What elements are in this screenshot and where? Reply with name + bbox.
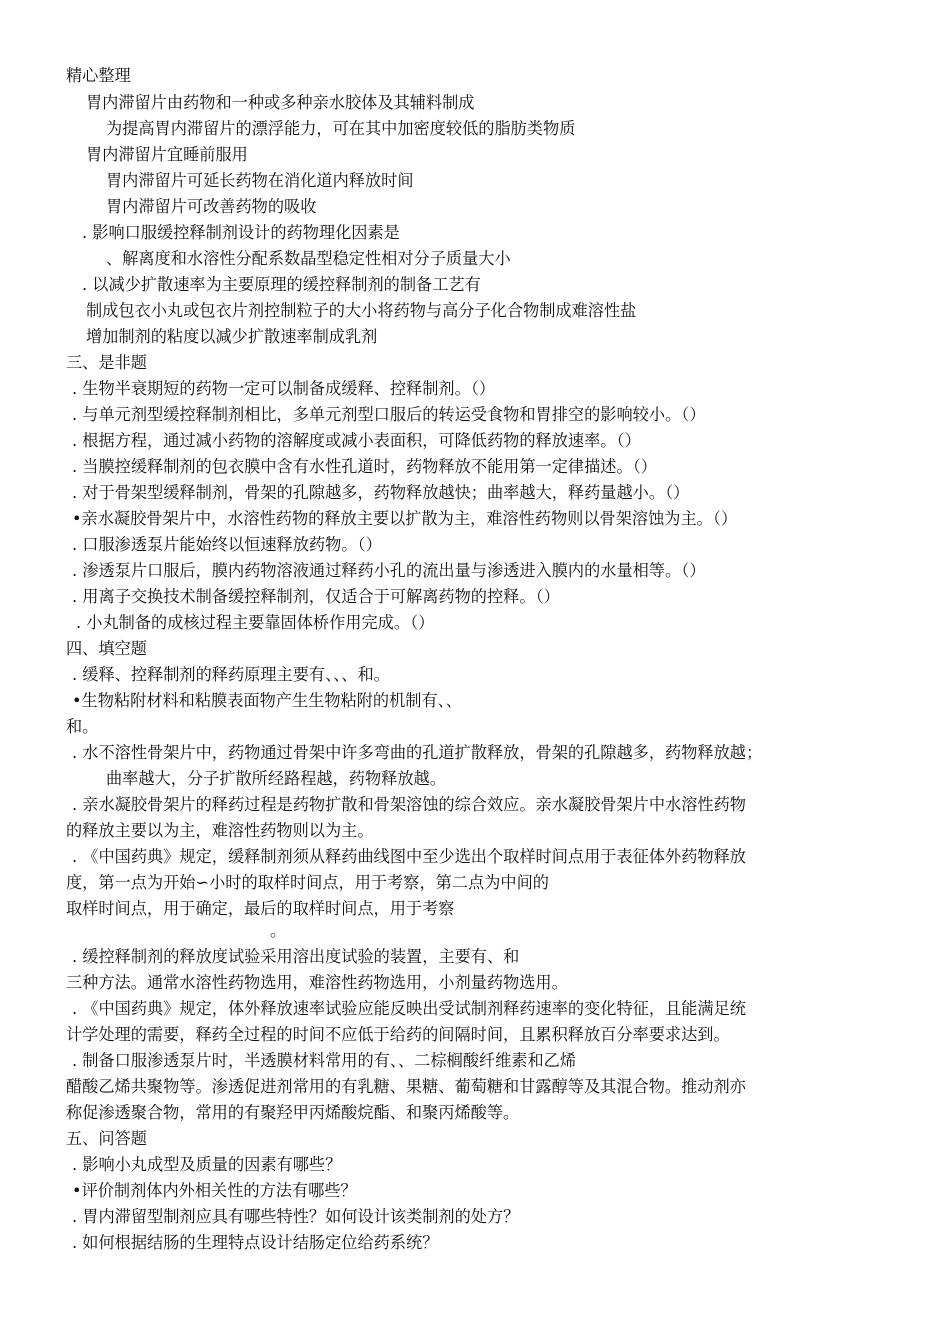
- question-line: . 如何根据结肠的生理特点设计结肠定位给药系统？: [72, 1233, 439, 1252]
- question-line: . 生物半衰期短的药物一定可以制备成缓释、控释制剂。（）: [72, 379, 496, 398]
- question-line: . 渗透泵片口服后，膜内药物溶液通过释药小孔的流出量与渗透进入膜内的水量相等。（）: [72, 561, 706, 580]
- question-line: . 胃内滞留型制剂应具有哪些特性？如何设计该类制剂的处方？: [72, 1207, 520, 1226]
- question-line: . 当膜控缓释制剂的包衣膜中含有水性孔道时，药物释放不能用第一定律描述。（）: [72, 457, 657, 476]
- text-line: 的释放主要以为主，难溶性药物则以为主。: [66, 821, 374, 840]
- question-line: . 水不溶性骨架片中，药物通过骨架中许多弯曲的孔道扩散释放，骨架的孔隙越多，药物释放越；: [72, 743, 763, 762]
- text-line: 称促渗透聚合物，常用的有聚羟甲丙烯酸烷酯、和聚丙烯酸等。: [66, 1103, 520, 1122]
- question-line: . 影响口服缓控释制剂设计的药物理化因素是: [82, 223, 400, 242]
- text-line: 度，第一点为开始∽小时的取样时间点，用于考察，第二点为中间的: [66, 873, 549, 892]
- question-line: . 口服渗透泵片能始终以恒速释放药物。（）: [72, 535, 382, 554]
- text-line: 胃内滞留片宜睡前服用: [86, 145, 248, 164]
- section-heading: 四、填空题: [66, 639, 147, 658]
- question-line: . 用离子交换技术制备缓控释制剂，仅适合于可解离药物的控释。（）: [72, 587, 560, 606]
- question-line: •亲水凝胶骨架片中，水溶性药物的释放主要以扩散为主，难溶性药物则以骨架溶蚀为主。（）: [72, 509, 738, 528]
- question-line: . 制备口服渗透泵片时，半透膜材料常用的有、、二棕榈酸纤维素和乙烯: [72, 1051, 577, 1070]
- text-line: 计学处理的需要，释药全过程的时间不应低于给药的间隔时间，且累积释放百分率要求达到。: [66, 1025, 730, 1044]
- text-line: 三种方法。通常水溶性药物选用，难溶性药物选用，小剂量药物选用。: [66, 973, 568, 992]
- section-heading: 五、问答题: [66, 1129, 147, 1148]
- text-line: 胃内滞留片可延长药物在消化道内释放时间: [106, 171, 414, 190]
- text-line: 、解离度和水溶性分配系数晶型稳定性相对分子质量大小: [106, 249, 511, 268]
- question-line: . 影响小丸成型及质量的因素有哪些？: [72, 1155, 342, 1174]
- section-heading: 三、是非题: [66, 353, 147, 372]
- text-line: 增加制剂的粘度以减少扩散速率制成乳剂: [86, 327, 378, 346]
- question-line: •生物粘附材料和粘膜表面物产生生物粘附的机制有、、: [72, 691, 462, 710]
- question-line: . 小丸制备的成核过程主要靠固体桥作用完成。（）: [76, 613, 435, 632]
- text-line: 取样时间点，用于确定，最后的取样时间点，用于考察: [66, 899, 455, 918]
- question-line: . 对于骨架型缓释制剂，骨架的孔隙越多，药物释放越快；曲率越大，释药量越小。（）: [72, 483, 690, 502]
- question-line: . 缓释、控释制剂的释药原理主要有、、、和。: [72, 665, 390, 684]
- question-line: . 与单元剂型缓控释制剂相比，多单元剂型口服后的转运受食物和胃排空的影响较小。（）: [72, 405, 706, 424]
- page-header: 精心整理: [66, 66, 131, 85]
- text-line: 。: [270, 921, 287, 940]
- text-line: 胃内滞留片由药物和一种或多种亲水胶体及其辅料制成: [86, 93, 475, 112]
- text-line: 和。: [66, 717, 99, 736]
- text-line: 制成包衣小丸或包衣片剂控制粒子的大小将药物与高分子化合物制成难溶性盐: [86, 301, 637, 320]
- question-line: . 《中国药典》规定，缓释制剂须从释药曲线图中至少选出个取样时间点用于表征体外药物释放: [72, 847, 746, 866]
- text-line: 胃内滞留片可改善药物的吸收: [106, 197, 317, 216]
- question-line: . 《中国药典》规定，体外释放速率试验应能反映出受试制剂释药速率的变化特征，且能满足统: [72, 999, 746, 1018]
- text-line: 醋酸乙烯共聚物等。渗透促进剂常用的有乳糖、果糖、葡萄糖和甘露醇等及其混合物。推动剂亦: [66, 1077, 746, 1096]
- question-line: . 根据方程，通过减小药物的溶解度或减小表面积，可降低药物的释放速率。（）: [72, 431, 641, 450]
- question-line: . 以减少扩散速率为主要原理的缓控释制剂的制备工艺有: [82, 275, 481, 294]
- question-line: . 亲水凝胶骨架片的释药过程是药物扩散和骨架溶蚀的综合效应。亲水凝胶骨架片中水溶性药物: [72, 795, 746, 814]
- question-line: . 缓控释制剂的释放度试验采用溶出度试验的装置，主要有、和: [72, 947, 520, 966]
- text-line: 为提高胃内滞留片的漂浮能力，可在其中加密度较低的脂肪类物质: [106, 119, 576, 138]
- question-line: •评价制剂体内外相关性的方法有哪些？: [72, 1181, 357, 1200]
- text-line: 曲率越大，分子扩散所经路程越，药物释放越。: [106, 769, 446, 788]
